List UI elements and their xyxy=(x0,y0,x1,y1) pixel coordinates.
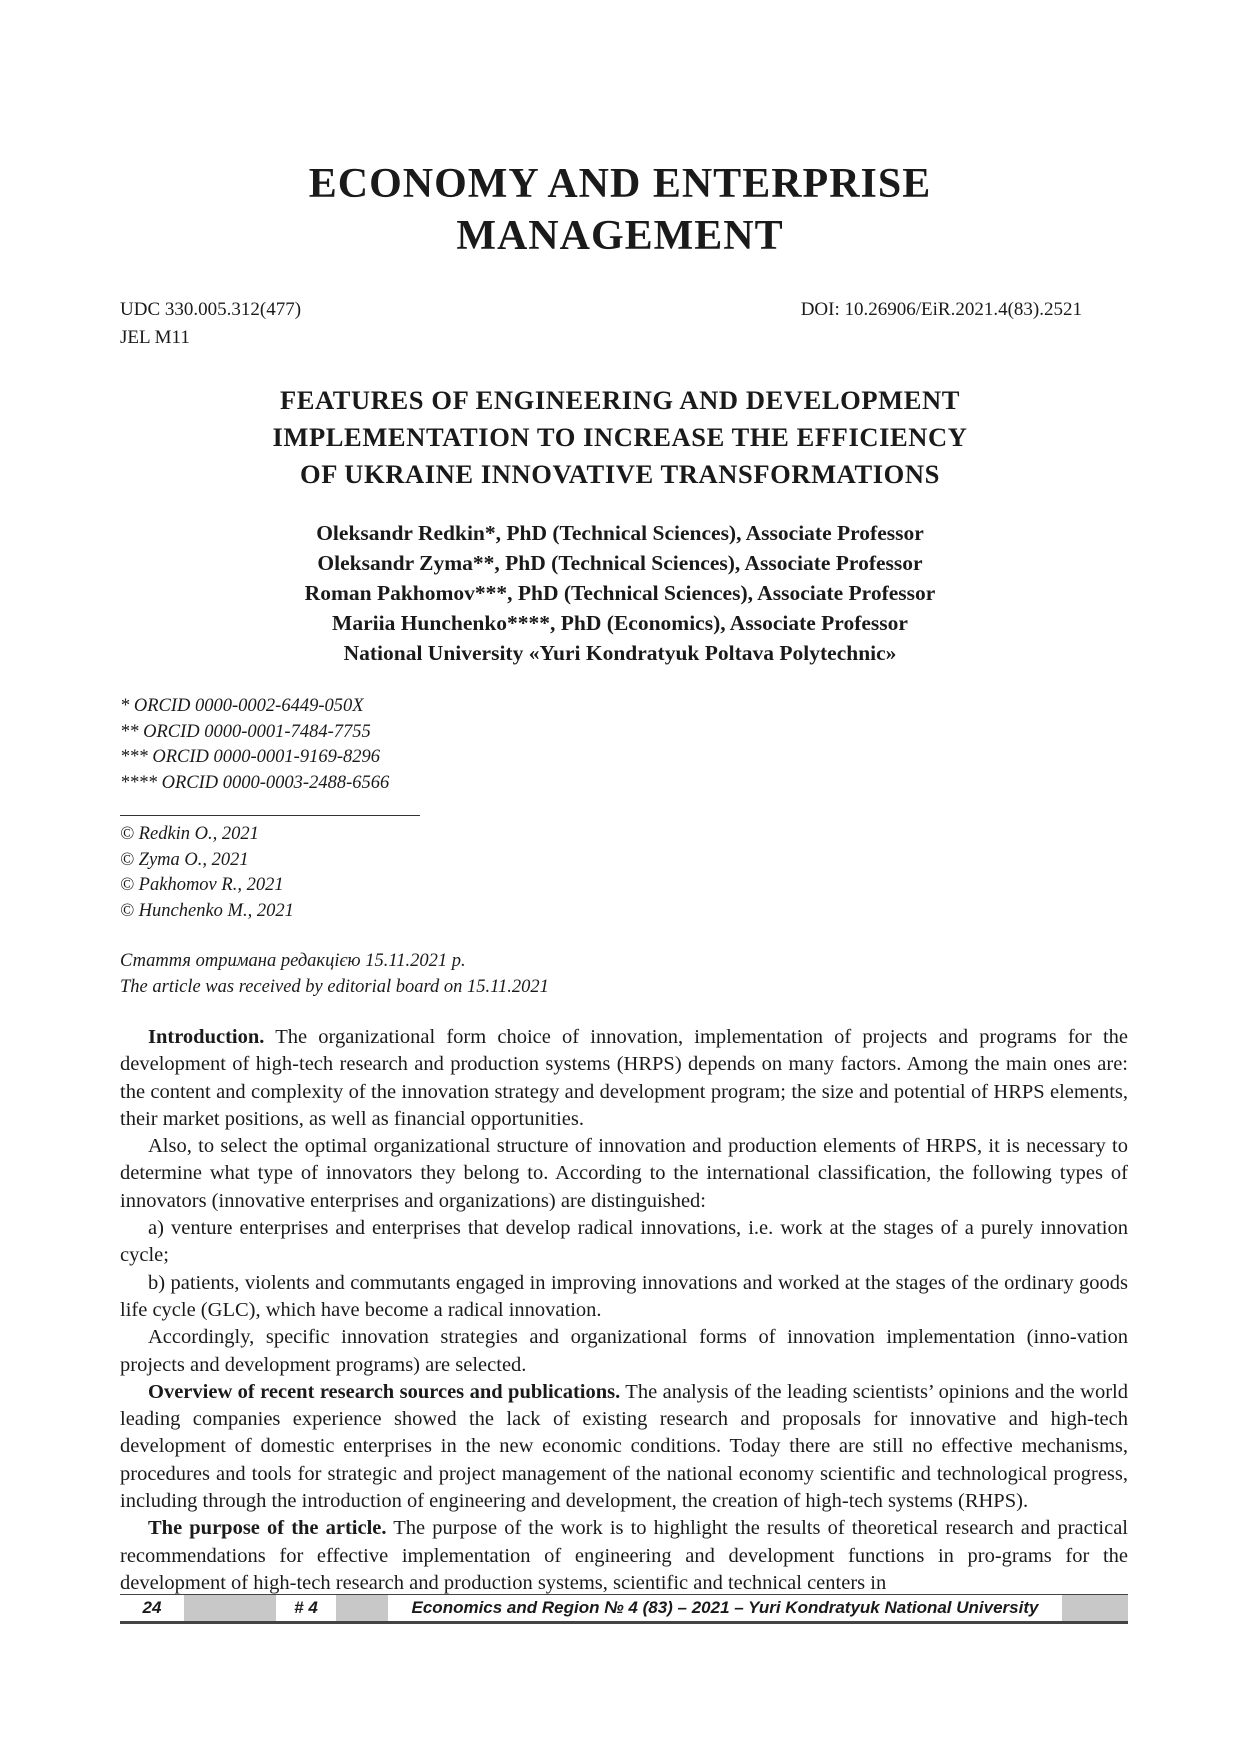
paragraph-overview xyxy=(120,1379,1128,1515)
received-ukrainian: Стаття отримана редакцією 15.11.2021 р. xyxy=(120,951,466,971)
section-title-line-1: ECONOMY AND ENTERPRISE xyxy=(308,161,932,207)
footnote-divider xyxy=(120,815,420,816)
copyright-2: © Zyma O., 2021 xyxy=(120,849,249,870)
orcid-1[interactable]: * ORCID 0000-0002-6449-050X xyxy=(120,696,364,716)
article-body xyxy=(120,1024,1128,1597)
received-note xyxy=(120,948,549,1000)
udc-code: UDC 330.005.312(477) xyxy=(120,299,302,320)
footer-shade-3 xyxy=(1062,1595,1128,1621)
paragraph-venture: a) venture enterprises and enterprises that develop radical innovations, i.e. work at the stages of a purely innovation cycle; xyxy=(120,1217,1128,1267)
purpose-heading: The purpose of the article. xyxy=(148,1517,387,1540)
issue-number: # 4 xyxy=(294,1598,318,1617)
author-3: Roman Pakhomov***, PhD (Technical Sciences), Associate Professor xyxy=(304,581,936,605)
paragraph-strategies: Accordingly, specific innovation strategies and organizational forms of innovation implementation (inno-vation projects and development programs) are selected. xyxy=(120,1326,1128,1376)
section-title-line-2: MANAGEMENT xyxy=(456,213,784,259)
copyright-3: © Pakhomov R., 2021 xyxy=(120,875,284,895)
author-list xyxy=(0,518,1240,668)
orcid-4[interactable]: **** ORCID 0000-0003-2488-6566 xyxy=(120,772,390,793)
article-title xyxy=(0,382,1240,493)
paragraph-patients: b) patients, violents and commutants engaged in improving innovations and worked at the stages of the ordinary goods life cycle (GLC), which have become a radical innovation. xyxy=(120,1271,1128,1321)
footer-shade-1 xyxy=(184,1595,276,1621)
orcid-3[interactable]: *** ORCID 0000-0001-9169-8296 xyxy=(120,747,381,767)
received-english: The article was received by editorial board on 15.11.2021 xyxy=(120,977,549,997)
article-title-line-1: FEATURES OF ENGINEERING AND DEVELOPMENT xyxy=(279,385,961,415)
author-4: Mariia Hunchenko****, PhD (Economics), Associate Professor xyxy=(332,611,908,635)
paragraph-purpose xyxy=(120,1515,1128,1597)
author-2: Oleksandr Zyma**, PhD (Technical Sciences), Associate Professor xyxy=(317,551,923,575)
author-1: Oleksandr Redkin*, PhD (Technical Sciences), Associate Professor xyxy=(316,521,924,545)
introduction-heading: Introduction. xyxy=(148,1026,265,1048)
article-title-line-2: IMPLEMENTATION TO INCREASE THE EFFICIENCY xyxy=(272,422,968,452)
orcid-list xyxy=(120,694,389,796)
article-title-line-3: OF UKRAINE INNOVATIVE TRANSFORMATIONS xyxy=(300,459,940,489)
section-title xyxy=(0,158,1240,262)
journal-name: Economics and Region № 4 (83) – 2021 – Yuri Kondratyuk National University xyxy=(411,1598,1039,1617)
copyright-4: © Hunchenko M., 2021 xyxy=(120,900,294,921)
doi-link[interactable]: DOI: 10.26906/EiR.2021.4(83).2521 xyxy=(800,299,1082,320)
orcid-2[interactable]: ** ORCID 0000-0001-7484-7755 xyxy=(120,721,371,742)
purpose-text: The purpose of the work is to highlight the results of theoretical research and practical recommendations for effective implementation of engineering and development functions in pro-grams for the development of high-tech research and production systems, scientific and technical centers in xyxy=(120,1517,1128,1594)
page-number: 24 xyxy=(142,1598,162,1617)
paragraph-innovators: Also, to select the optimal organizational structure of innovation and production elements of HRPS, it is necessary to determine what type of innovators they belong to. According to the international classification, the following types of innovators (innovative enterprises and organizations) are distinguished: xyxy=(120,1135,1128,1212)
copyright-1: © Redkin O., 2021 xyxy=(120,824,259,844)
copyright-list xyxy=(120,822,294,924)
introduction-text: The organizational form choice of innovation, implementation of projects and programs for the development of high-tech research and production systems (HRPS) depends on many factors. Among the main ones are: the content and complexity of the innovation strategy and development program; the size and potential of HRPS elements, their market positions, as well as financial opportunities. xyxy=(120,1026,1128,1130)
overview-text: The analysis of the leading scientists’ opinions and the world leading companies experience showed the lack of existing research and proposals for innovative and high-tech development of domestic enterprises in the new economic conditions. Today there are still no effective mechanisms, procedures and tools for strategic and project management of the national economy scientific and technological progress, including through the introduction of engineering and development, the creation of high-tech systems (RHPS). xyxy=(120,1380,1128,1513)
classification-codes xyxy=(120,296,301,352)
jel-code: JEL M11 xyxy=(120,327,190,348)
affiliation: National University «Yuri Kondratyuk Poltava Polytechnic» xyxy=(343,641,897,665)
footer-shade-2 xyxy=(336,1595,388,1621)
overview-heading: Overview of recent research sources and publications. xyxy=(148,1380,621,1403)
paragraph-introduction xyxy=(120,1024,1128,1133)
page-footer xyxy=(120,1594,1128,1624)
